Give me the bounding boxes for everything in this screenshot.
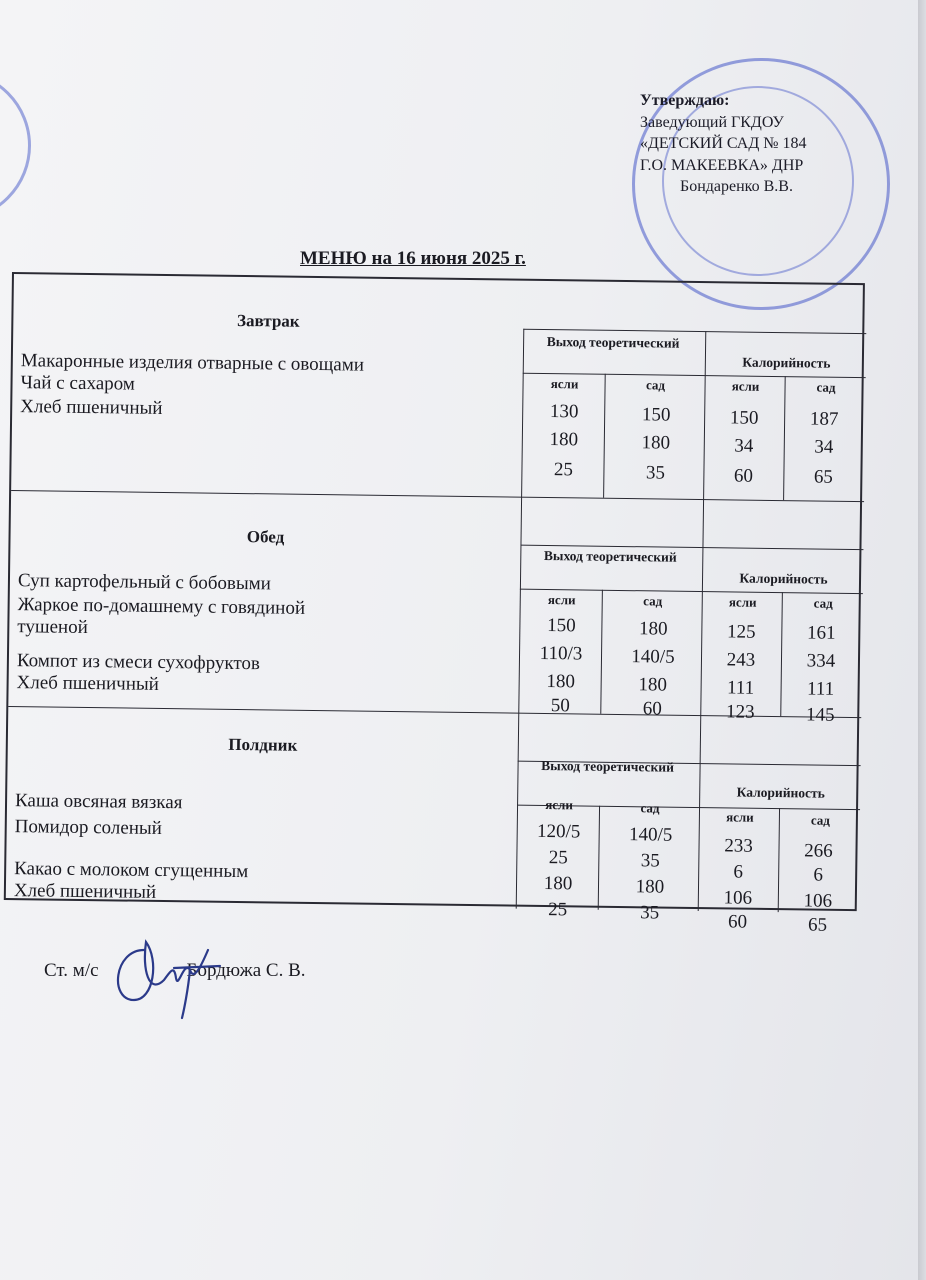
value: 180 xyxy=(641,432,671,454)
value: 50 xyxy=(550,695,571,717)
value: 145 xyxy=(805,704,835,726)
header-nursery: ясли xyxy=(550,376,579,392)
dish-name: Хлеб пшеничный xyxy=(20,396,163,419)
header-garden: сад xyxy=(643,593,663,609)
approval-line: Г.О. МАКЕЕВКА» ДНР xyxy=(640,156,804,174)
approval-line: Заведующий ГКДОУ xyxy=(640,113,784,131)
value: 60 xyxy=(642,698,662,720)
value: 140/5 xyxy=(631,646,675,668)
value: 243 xyxy=(726,649,756,671)
value: 180 xyxy=(543,873,573,895)
value: 180 xyxy=(546,671,576,693)
header-garden: сад xyxy=(645,377,666,393)
dish-name: Хлеб пшеничный xyxy=(13,880,157,903)
value: 106 xyxy=(723,887,753,909)
value: 35 xyxy=(640,850,660,872)
value: 123 xyxy=(725,701,755,723)
value: 180 xyxy=(638,674,668,696)
meal-title-snack: Полдник xyxy=(228,734,298,755)
header-output: Выход теоретический xyxy=(541,757,675,775)
header-calories: Калорийность xyxy=(742,354,831,371)
header-calories: Калорийность xyxy=(736,784,825,801)
signature-name: Бордюжа С. В. xyxy=(186,960,306,981)
value: 25 xyxy=(548,899,568,921)
value: 150 xyxy=(641,404,671,426)
approval-block xyxy=(640,90,880,198)
value: 180 xyxy=(638,618,668,640)
value: 35 xyxy=(645,462,666,484)
value: 334 xyxy=(806,650,836,672)
header-nursery: ясли xyxy=(731,378,760,394)
header-nursery: ясли xyxy=(726,809,754,825)
value: 65 xyxy=(807,914,828,936)
value: 187 xyxy=(809,408,839,430)
header-output: Выход теоретический xyxy=(543,547,677,565)
meal-title-breakfast: Завтрак xyxy=(236,310,300,331)
value: 111 xyxy=(806,678,835,700)
dish-name: Суп картофельный с бобовыми xyxy=(17,570,272,595)
value: 35 xyxy=(640,902,660,924)
header-nursery: ясли xyxy=(728,594,757,610)
meal-title-lunch: Обед xyxy=(246,527,285,547)
signature-role: Ст. м/с xyxy=(44,960,99,981)
value: 111 xyxy=(726,677,755,699)
header-nursery: ясли xyxy=(545,797,573,813)
dish-name: тушеной xyxy=(17,616,88,639)
header-nursery: ясли xyxy=(547,592,576,608)
value: 60 xyxy=(727,911,748,933)
value: 125 xyxy=(726,621,756,643)
header-garden: сад xyxy=(640,800,660,816)
paper-edge-shadow xyxy=(918,0,926,1280)
value: 150 xyxy=(547,615,576,637)
header-garden: сад xyxy=(813,595,833,611)
menu-table xyxy=(4,272,865,936)
dish-name: Макаронные изделия отварные с овощами xyxy=(20,350,365,376)
dish-name: Чай с сахаром xyxy=(20,372,136,395)
value: 130 xyxy=(549,401,579,423)
value: 6 xyxy=(813,864,824,886)
header-output: Выход теоретический xyxy=(546,334,680,351)
menu-title: МЕНЮ на 16 июня 2025 г. xyxy=(300,248,526,269)
dish-name: Компот из смеси сухофруктов xyxy=(16,650,261,675)
value: 180 xyxy=(635,876,665,898)
value: 266 xyxy=(804,840,833,862)
header-garden: сад xyxy=(810,812,830,828)
approval-line: Бондаренко В.В. xyxy=(680,178,793,195)
value: 6 xyxy=(733,861,744,883)
handwritten-signature xyxy=(104,920,224,1020)
value: 34 xyxy=(734,435,754,457)
value: 25 xyxy=(548,847,569,869)
dish-name: Помидор соленый xyxy=(14,816,163,840)
value: 106 xyxy=(803,890,833,912)
value: 150 xyxy=(729,407,759,429)
approval-line: Утверждаю: xyxy=(640,92,730,109)
value: 34 xyxy=(814,436,834,458)
approval-line: «ДЕТСКИЙ САД № 184 xyxy=(640,135,807,152)
value: 60 xyxy=(733,465,754,487)
header-garden: сад xyxy=(816,379,836,395)
header-calories: Калорийность xyxy=(739,570,828,587)
value: 120/5 xyxy=(536,820,581,843)
value: 65 xyxy=(813,466,834,488)
value: 233 xyxy=(724,835,753,857)
dish-name: Жаркое по-домашнему с говядиной xyxy=(17,594,306,619)
value: 25 xyxy=(553,459,574,481)
value: 110/3 xyxy=(539,642,583,665)
value: 180 xyxy=(549,429,579,451)
value: 161 xyxy=(806,622,836,644)
dish-name: Хлеб пшеничный xyxy=(16,672,160,695)
value: 140/5 xyxy=(628,824,673,846)
dish-name: Каша овсяная вязкая xyxy=(14,790,183,814)
dish-name: Какао с молоком сгущенным xyxy=(14,858,249,883)
